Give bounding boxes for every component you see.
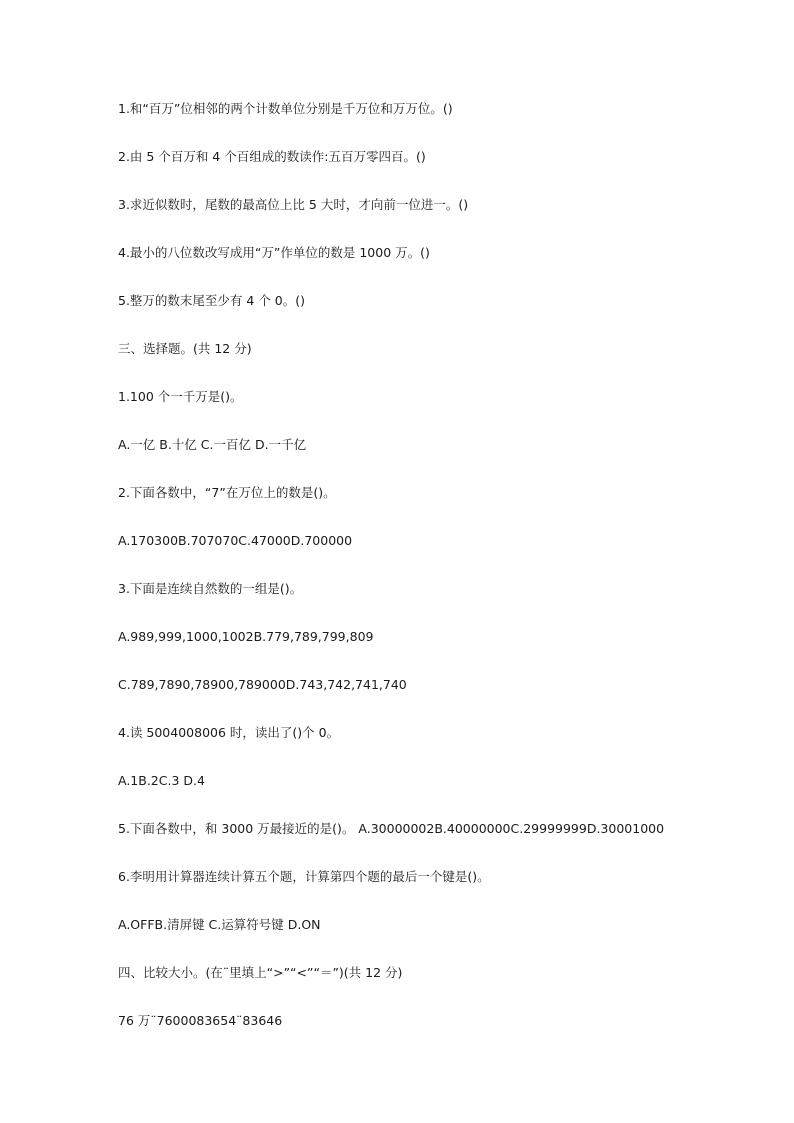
true-false-item-2: 2.由 5 个百万和 4 个百组成的数读作:五百万零四百。() <box>118 149 426 164</box>
choice-options-1: A.一亿 B.十亿 C.一百亿 D.一千亿 <box>118 437 307 452</box>
choice-options-3a: A.989,999,1000,1002B.779,789,799,809 <box>118 629 374 644</box>
choice-options-6: A.OFFB.清屏键 C.运算符号键 D.ON <box>118 917 321 932</box>
choice-question-2: 2.下面各数中，“7”在万位上的数是()。 <box>118 485 336 500</box>
true-false-item-3: 3.求近似数时，尾数的最高位上比 5 大时，才向前一位进一。() <box>118 197 469 212</box>
choice-options-4: A.1B.2C.3 D.4 <box>118 773 205 788</box>
true-false-item-5: 5.整万的数末尾至少有 4 个 0。() <box>118 293 306 308</box>
choice-question-4: 4.读 5004008006 时，读出了()个 0。 <box>118 725 340 740</box>
true-false-item-1: 1.和“百万”位相邻的两个计数单位分别是千万位和万万位。() <box>118 101 453 116</box>
choice-options-3b: C.789,7890,78900,789000D.743,742,741,740 <box>118 677 407 692</box>
choice-question-6: 6.李明用计算器连续计算五个题，计算第四个题的最后一个键是()。 <box>118 869 490 884</box>
compare-item-1: 76 万¨7600083654¨83646 <box>118 1013 283 1028</box>
choice-question-3: 3.下面是连续自然数的一组是()。 <box>118 581 303 596</box>
document-body <box>118 99 758 1059</box>
true-false-item-4: 4.最小的八位数改写成用“万”作单位的数是 1000 万。() <box>118 245 430 260</box>
section-heading-compare: 四、比较大小。(在¨里填上“>”“<”“＝”)(共 12 分) <box>118 965 403 980</box>
section-heading-choice: 三、选择题。(共 12 分) <box>118 341 252 356</box>
choice-question-5: 5.下面各数中，和 3000 万最接近的是()。 A.30000002B.40000000C.29999999D.30001000 <box>118 821 665 836</box>
choice-question-1: 1.100 个一千万是()。 <box>118 389 243 404</box>
choice-options-2: A.170300B.707070C.47000D.700000 <box>118 533 353 548</box>
